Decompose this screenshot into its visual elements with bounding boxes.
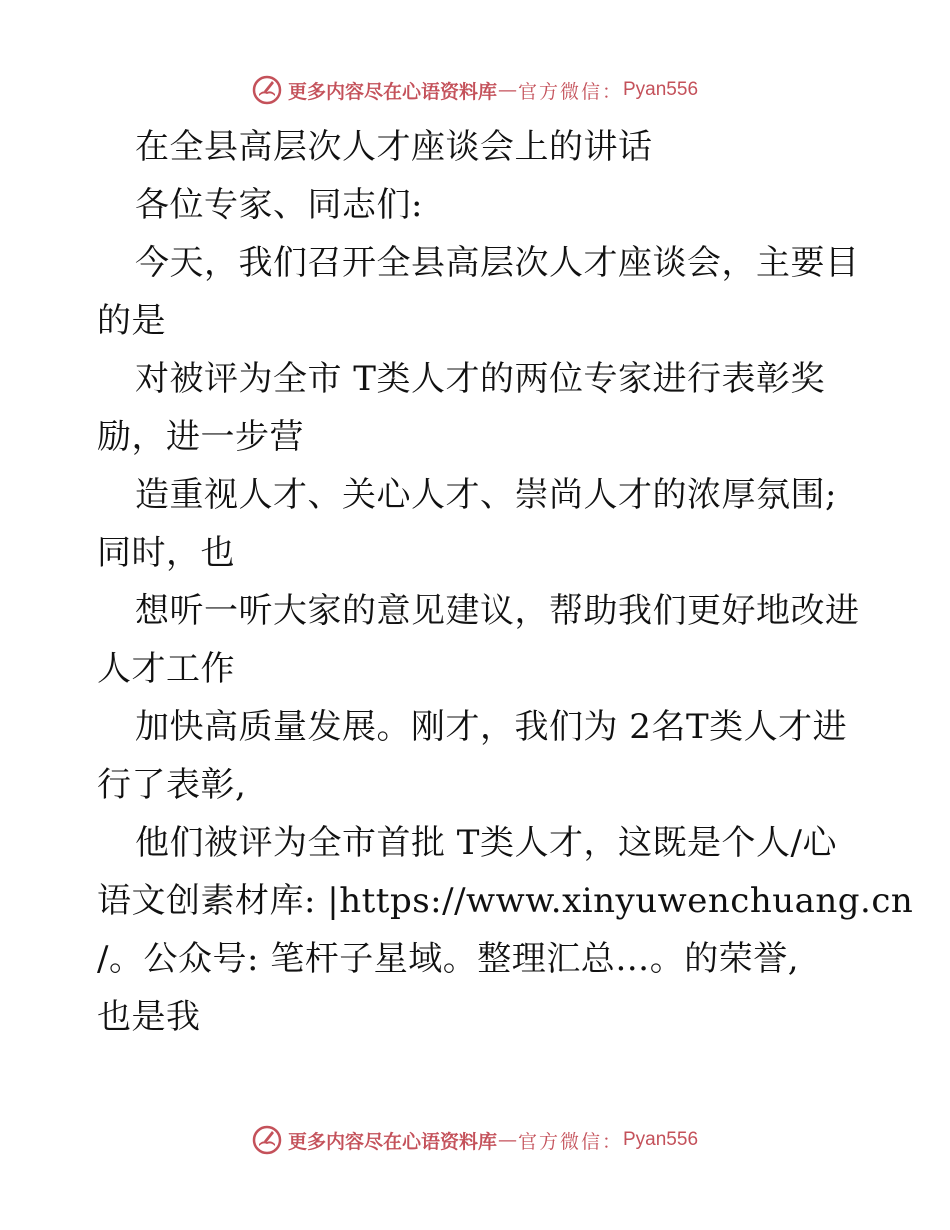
paragraph-line: 的是 — [97, 301, 166, 341]
footer-wechat-label: 官方微信： — [517, 1130, 623, 1153]
footer-wechat-id: Pyan556 — [623, 1129, 699, 1150]
paragraph-line: 行了表彰, — [97, 765, 247, 805]
paragraph-line: 同时，也 — [97, 533, 235, 573]
header-banner-text: 更多内容尽在心语资料库 — [287, 80, 497, 103]
header-wechat-label: 官方微信： — [517, 80, 623, 103]
paragraph-line: 励，进一步营 — [97, 417, 304, 457]
salutation: 各位专家、同志们: — [135, 185, 423, 225]
footer-banner-text: 更多内容尽在心语资料库 — [287, 1130, 497, 1153]
paragraph-line: 想听一听大家的意见建议，帮助我们更好地改进 — [135, 591, 860, 631]
book-pen-logo-icon — [252, 1125, 282, 1155]
header-banner — [0, 70, 950, 110]
paragraph-line: /。公众号: 笔杆子星域。整理汇总…。的荣誉, — [97, 939, 800, 979]
header-wechat-id: Pyan556 — [623, 79, 699, 100]
paragraph-line: 语文创素材库: |https://www.xinyuwenchuang.cn — [97, 881, 914, 921]
book-pen-logo-icon — [252, 75, 282, 105]
header-banner-dash: — — [497, 79, 517, 101]
document-title: 在全县高层次人才座谈会上的讲话 — [135, 127, 653, 167]
document-body — [97, 118, 914, 1046]
paragraph-line: 他们被评为全市首批 T类人才，这既是个人/心 — [135, 823, 837, 863]
paragraph-line: 造重视人才、关心人才、崇尚人才的浓厚氛围; — [135, 475, 837, 515]
paragraph-line: 也是我 — [97, 997, 201, 1037]
footer-banner-dash: — — [497, 1129, 517, 1151]
paragraph-line: 加快高质量发展。刚才，我们为 2名T类人才进 — [135, 707, 848, 747]
paragraph-line: 人才工作 — [97, 649, 235, 689]
paragraph-line: 今天，我们召开全县高层次人才座谈会，主要目 — [135, 243, 860, 283]
paragraph-line: 对被评为全市 T类人才的两位专家进行表彰奖 — [135, 359, 825, 399]
footer-banner — [0, 1120, 950, 1160]
